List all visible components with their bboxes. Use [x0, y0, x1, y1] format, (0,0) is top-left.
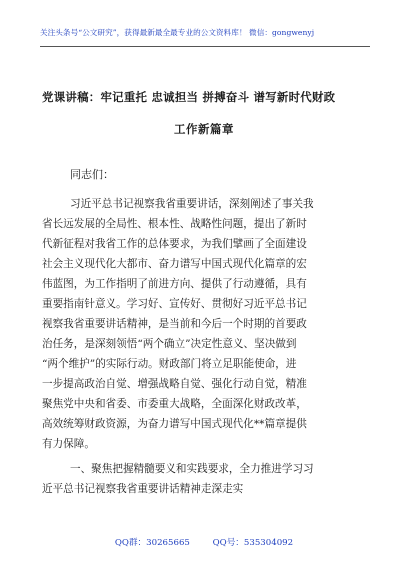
body-line: 视察我省重要讲话精神，是当前和今后一个时期的首要政 [42, 318, 307, 330]
body-line: 重要指南针意义。学习好、宣传好、贯彻好习近平总书记 [42, 298, 307, 310]
body-line: 社会主义现代化大都市、奋力谱写中国式现代化篇章的宏 [42, 258, 307, 270]
footer-contact [0, 538, 408, 549]
body-line: 高效统筹财政资源，为奋力谱写中国式现代化**篇章提供 [42, 418, 307, 430]
salutation: 同志们： [70, 168, 114, 181]
body-line: 一步提高政治自觉、增强战略自觉、强化行动自觉，精准 [42, 378, 307, 390]
body-line: 习近平总书记视察我省重要讲话，深刻阐述了事关我 [70, 198, 314, 210]
body-line: 代新征程对我省工作的总体要求，为我们擘画了全面建设 [42, 238, 307, 250]
document-title-line-2: 工作新篇章 [174, 122, 234, 136]
header-divider [40, 46, 370, 47]
body-line: “两个维护”的实际行动。财政部门将立足职能使命，进 [42, 358, 297, 370]
document-title-line-1: 党课讲稿：牢记重托 忠诚担当 拼搏奋斗 谱写新时代财政 [42, 90, 336, 104]
body-line: 治任务，是深刻领悟“两个确立”决定性意义、坚决做到 [42, 338, 297, 350]
body-line: 省长远发展的全局性、根本性、战略性问题，提出了新时 [42, 218, 307, 230]
body-line: 有力保障。 [42, 438, 95, 450]
header-note: 关注头条号“公文研究”，获得最新最全最专业的公文资料库！ 微信：gongwenyj [40, 28, 315, 37]
footer-qq-group: QQ群：30265665 [114, 538, 190, 548]
section-heading-line: 一、聚焦把握精髓要义和实践要求，全力推进学习习 [70, 463, 314, 475]
body-line: 伟蓝图，为工作指明了前进方向、提供了行动遵循，具有 [42, 278, 307, 290]
footer-qq-number: QQ号：535304092 [212, 538, 294, 548]
body-line: 聚焦党中央和省委、市委重大战略，全面深化财政改革， [42, 398, 307, 410]
section-heading-line: 近平总书记视察我省重要讲话精神走深走实 [42, 483, 244, 495]
